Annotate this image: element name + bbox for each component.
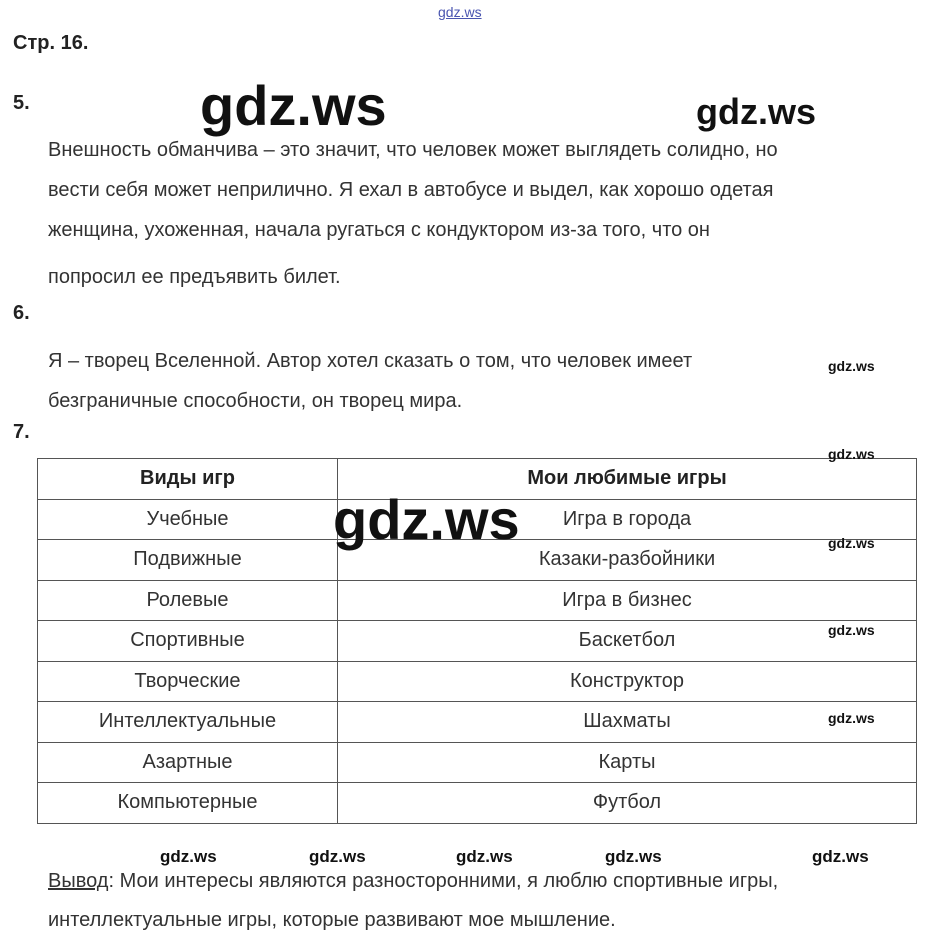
watermark-large: gdz.ws — [333, 488, 520, 551]
conclusion-text — [48, 862, 906, 940]
watermark-small: gdz.ws — [828, 622, 875, 638]
table-row — [38, 783, 917, 824]
conclusion-line-1: : Мои интересы являются разносторонними, я люблю спортивные игры, — [108, 870, 779, 892]
watermark-small: gdz.ws — [828, 446, 875, 462]
watermark-large: gdz.ws — [200, 74, 387, 137]
table-cell-favorite: Казаки-разбойники — [338, 540, 917, 581]
table-cell-type: Творческие — [38, 661, 338, 702]
table-cell-favorite: Футбол — [338, 783, 917, 824]
table-cell-type: Спортивные — [38, 621, 338, 662]
conclusion-label: Вывод — [48, 870, 109, 892]
text-line — [48, 862, 906, 901]
text-line: женщина, ухоженная, начала ругаться с кондуктором из-за того, что он — [48, 219, 710, 241]
watermark-medium: gdz.ws — [696, 91, 817, 132]
table-cell-type: Интеллектуальные — [38, 702, 338, 743]
table-cell-type: Ролевые — [38, 580, 338, 621]
conclusion-line-2: интеллектуальные игры, которые развивают мое мышление. — [48, 909, 616, 931]
table-row — [38, 621, 917, 662]
task-number-5: 5. — [13, 92, 30, 114]
text-line: попросил ее предъявить билет. — [48, 266, 341, 288]
table-cell-type: Компьютерные — [38, 783, 338, 824]
watermark-bottom: gdz.ws — [605, 847, 662, 866]
page-title: Стр. 16. — [13, 32, 89, 54]
table-cell-favorite: Игра в города — [338, 499, 917, 540]
table-row — [38, 742, 917, 783]
table-row — [38, 661, 917, 702]
column-header-types: Виды игр — [38, 459, 338, 500]
watermark-small: gdz.ws — [828, 535, 875, 551]
watermark-small: gdz.ws — [828, 710, 875, 726]
table-cell-favorite: Карты — [338, 742, 917, 783]
table-cell-favorite: Баскетбол — [338, 621, 917, 662]
task-number-7: 7. — [13, 421, 30, 443]
task-number-6: 6. — [13, 302, 30, 324]
text-line: вести себя может неприлично. Я ехал в автобусе и выдел, как хорошо одетая — [48, 179, 774, 201]
watermark-bottom: gdz.ws — [456, 847, 513, 866]
table-row — [38, 702, 917, 743]
watermark-bottom: gdz.ws — [160, 847, 217, 866]
column-header-favorites: Мои любимые игры — [338, 459, 917, 500]
text-line: безграничные способности, он творец мира. — [48, 390, 463, 412]
text-line: Я – творец Вселенной. Автор хотел сказать о том, что человек имеет — [48, 350, 693, 372]
table-cell-favorite: Конструктор — [338, 661, 917, 702]
table-cell-favorite: Шахматы — [338, 702, 917, 743]
watermark-top: gdz.ws — [438, 4, 482, 20]
table-cell-type: Подвижные — [38, 540, 338, 581]
watermark-small: gdz.ws — [828, 358, 875, 374]
table-row — [38, 580, 917, 621]
watermark-bottom: gdz.ws — [309, 847, 366, 866]
table-cell-type: Учебные — [38, 499, 338, 540]
watermark-bottom: gdz.ws — [812, 847, 869, 866]
task-6-text — [48, 341, 906, 421]
task-5-text — [48, 130, 906, 297]
table-cell-type: Азартные — [38, 742, 338, 783]
text-line: Внешность обманчива – это значит, что человек может выглядеть солидно, но — [48, 139, 778, 161]
table-cell-favorite: Игра в бизнес — [338, 580, 917, 621]
